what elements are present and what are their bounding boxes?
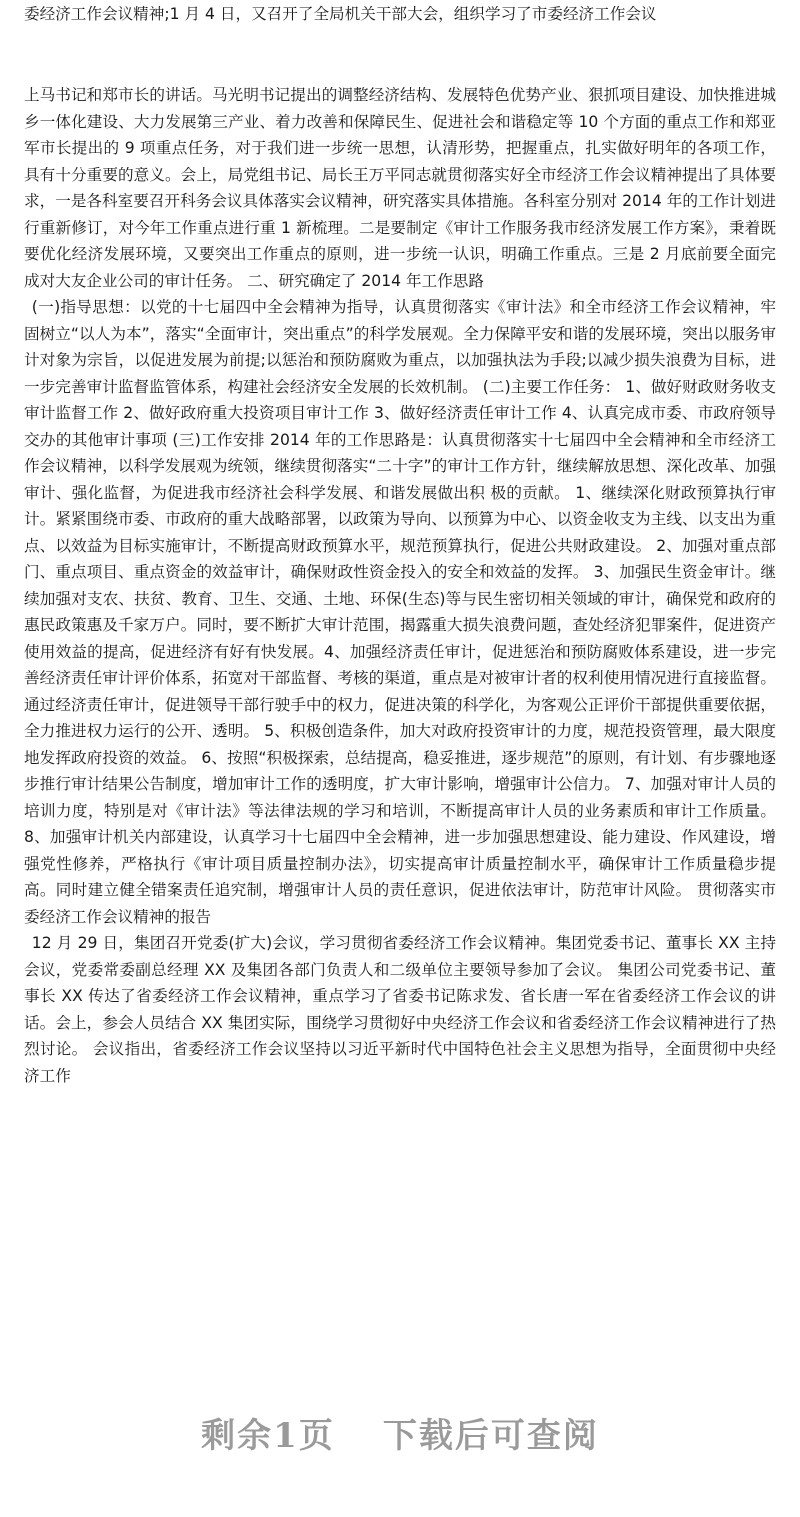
document-page [24,0,776,1517]
paragraph: 12 月 29 日，集团召开党委(扩大)会议，学习贯彻省委经济工作会议精神。集团党委书记、董事长 XX 主持会议，党委常委副总经理 XX 及集团各部门负责人和二级单位主要领导参加了会议。 集团公司党委书记、董事长 XX 传达了省委经济工作会议精神，重点学习了省委书记陈求发、省长唐一军在省委经济工作会议的讲话。会上，参会人员结合 XX 集团实际，围绕学习贯彻好中央经济工作会议和省委经济工作会议精神进行了热烈讨论。 会议指出，省委经济工作会议坚持以习近平新时代中国特色社会主义思想为指导，全面贯彻中央经济工作 [24,934,776,1085]
remaining-pages-label: 剩余1页 [201,1416,335,1456]
paragraph: (一)指导思想：以党的十七届四中全会精神为指导，认真贯彻落实《审计法》和全市经济工作会议精神，牢固树立“以人为本”，落实“全面审计，突出重点”的科学发展观。全力保障平安和谐的发展环境，突出以服务审计对象为宗旨，以促进发展为前提;以惩治和预防腐败为重点，以加强执法为手段;以减少损失浪费为目标，进一步完善审计监督监管体系，构建社会经济安全发展的长效机制。 (二)主要工作任务： 1、做好财政财务收支审计监督工作 2、做好政府重大投资项目审计工作 3、做好经济责任审计工作 4、认真完成市委、市政府领导交办的其他审计事项 (三)工作安排 2014 年的工作思路是：认真贯彻落实十七届四中全会精神和全市经济工作会议精神，以科学发展观为统领，继续贯彻落实“二十字”的审计工作方针，继续解放思想、深化改革、加强审计、强化监督，为促进我市经济社会科学发展、和谐发展做出积 极的贡献。 1、继续深化财政预算执行审计。紧紧围绕市委、市政府的重大战略部署，以政策为导向、以预算为中心、以资金收支为主线、以支出为重点、以效益为目标实施审计，不断提高财政预算水平，规范预算执行，促进公共财政建设。 2、加强对重点部门、重点项目、重点资金的效益审计，确保财政性资金投入的安全和效益的发挥。 3、加强民生资金审计。继续加强对支农、扶贫、教育、卫生、交通、土地、环保(生态)等与民生密切相关领域的审计，确保党和政府的惠民政策惠及千家万户。同时，要不断扩大审计范围，揭露重大损失浪费问题，查处经济犯罪案件，促进资产使用效益的提高，促进经济有好有快发展。4、加强经济责任审计，促进惩治和预防腐败体系建设，进一步完善经济责任审计评价体系，拓宽对干部监督、考核的渠道，重点是对被审计者的权利使用情况进行直接监督。通过经济责任审计，促进领导干部行驶手中的权力，促进决策的科学化，为客观公正评价干部提供重要依据，全力推进权力运行的公开、透明。 5、积极创造条件，加大对政府投资审计的力度，规范投资管理，最大限度地发挥政府投资的效益。 6、按照“积极探索，总结提高，稳妥推进，逐步规范”的原则，有计划、有步骤地逐步推行审计结果公告制度，增加审计工作的透明度，扩大审计影响，增强审计公信力。 7、加强对审计人员的培训力度，特别是对《审计法》等法律法规的学习和培训，不断提高审计人员的业务素质和审计工作质量。 8、加强审计机关内部建设，认真学习十七届四中全会精神，进一步加强思想建设、能力建设、作风建设，增强党性修养，严格执行《审计项目质量控制办法》，切实提高审计质量控制水平，确保审计工作质量稳步提高。同时建立健全错案责任追究制，增强审计人员的责任意识，促进依法审计，防范审计风险。 贯彻落实市委经济工作会议精神的报告 [24,298,776,926]
document-body [24,82,776,1332]
paragraph: 上马书记和郑市长的讲话。马光明书记提出的调整经济结构、发展特色优势产业、狠抓项目建设、加快推进城乡一体化建设、大力发展第三产业、着力改善和保障民生、促进社会和谐稳定等 10 个方面的重点工作和郑亚军市长提出的 9 项重点任务，对于我们进一步统一思想，认清形势，把握重点，扎实做好明年的各项工作，具有十分重要的意义。会上，局党组书记、局长王万平同志就贯彻落实好全市经济工作会议精神提出了具体要求，一是各科室要召开科务会议具体落实会议精神，研究落实具体措施。各科室分别对 2014 年的工作计划进行重新修订，对今年工作重点进行重 1 新梳理。二是要制定《审计工作服务我市经济发展工作方案》，秉着既要优化经济发展环境，又要突出工作重点的原则，进一步统一认识，明确工作重点。三是 2 月底前要全面完成对大友企业公司的审计任务。 二、研究确定了 2014 年工作思路 [24,86,776,290]
download-prompt-banner[interactable] [0,1408,800,1457]
document-first-line: 委经济工作会议精神;1 月 4 日，又召开了全局机关干部大会，组织学习了市委经济工作会议 [24,5,657,23]
download-to-view-label: 下载后可查阅 [382,1416,599,1456]
